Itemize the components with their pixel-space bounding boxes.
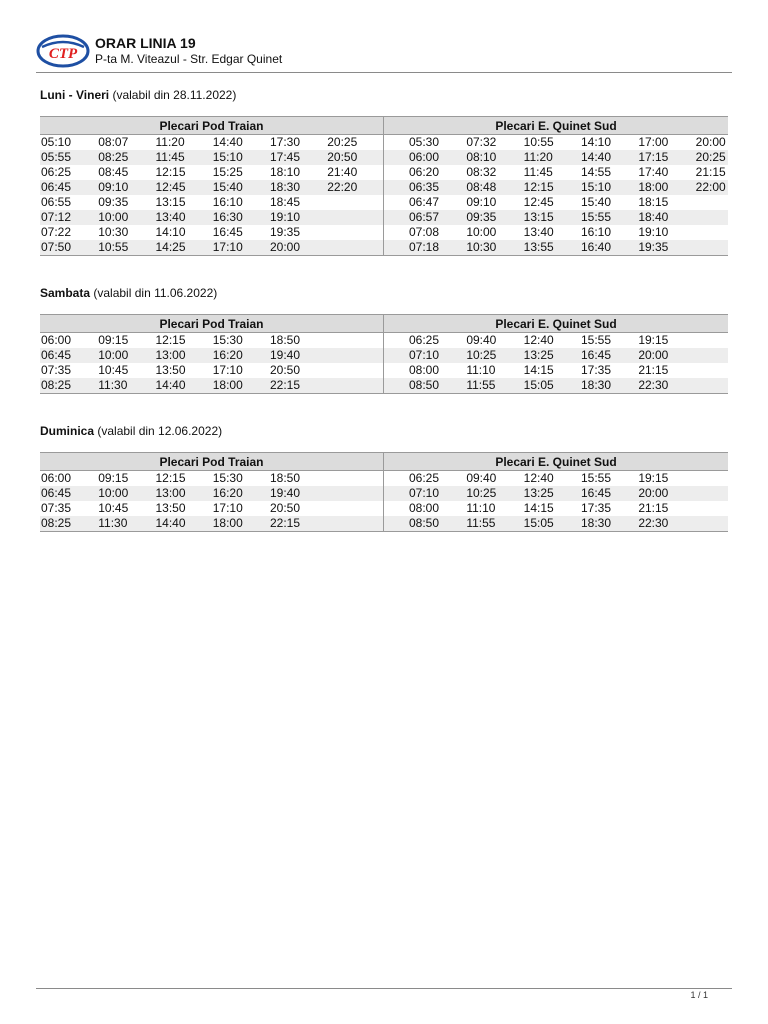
table-row xyxy=(40,516,384,532)
departure-time-cell: 06:45 xyxy=(40,180,97,195)
departure-time-cell: 13:25 xyxy=(499,348,556,363)
departure-time-cell: 13:40 xyxy=(523,225,554,239)
departure-time-cell: 18:30 xyxy=(556,378,613,394)
departure-time-cell xyxy=(326,333,383,349)
departure-time-cell: 21:15 xyxy=(695,165,726,179)
departure-time-cell xyxy=(326,210,383,225)
departure-time-cell: 18:00 xyxy=(212,516,269,532)
departure-time-cell: 07:35 xyxy=(41,501,72,515)
table-row xyxy=(384,135,728,151)
departure-time-cell: 11:55 xyxy=(441,378,498,394)
table-row xyxy=(40,378,384,394)
departure-time-cell: 14:15 xyxy=(523,501,554,515)
departure-time-cell: 06:55 xyxy=(41,195,72,209)
departure-time-cell: 09:10 xyxy=(466,195,497,209)
departure-time-cell: 18:30 xyxy=(556,516,613,532)
departure-time-cell: 22:15 xyxy=(269,378,326,394)
departure-time-cell: 06:00 xyxy=(384,150,441,165)
departure-time-cell: 14:40 xyxy=(212,135,243,149)
departure-time-cell: 08:48 xyxy=(441,180,498,195)
table-row xyxy=(384,165,728,180)
table-row xyxy=(384,501,728,516)
departure-time-cell xyxy=(671,225,728,240)
departure-time-cell: 14:10 xyxy=(580,135,612,149)
departure-time-cell xyxy=(671,240,728,256)
departure-time-cell: 07:18 xyxy=(384,240,441,256)
departure-time-cell: 20:00 xyxy=(269,240,326,256)
departure-time-cell: 06:00 xyxy=(41,333,72,347)
departure-time-cell: 11:45 xyxy=(523,165,553,179)
table-row xyxy=(384,348,728,363)
departure-time-cell: 09:15 xyxy=(98,471,129,485)
departure-time-cell: 17:15 xyxy=(613,150,670,165)
departure-time-cell xyxy=(671,348,728,363)
table-row xyxy=(40,501,384,516)
departure-time-cell: 22:00 xyxy=(671,180,728,195)
departure-time-cell: 14:10 xyxy=(155,225,186,239)
departure-time-cell: 15:10 xyxy=(556,180,613,195)
departure-time-cell: 18:50 xyxy=(270,333,301,347)
header-divider xyxy=(36,72,732,73)
departure-time-cell: 12:45 xyxy=(155,180,212,195)
departure-time-cell: 21:15 xyxy=(638,363,669,377)
departure-time-cell: 17:30 xyxy=(270,135,301,149)
departure-time-cell: 15:55 xyxy=(580,333,612,347)
departure-time-cell: 07:32 xyxy=(466,135,497,149)
departure-time-cell: 15:30 xyxy=(212,471,243,485)
departure-time-cell: 13:15 xyxy=(499,210,556,225)
departure-time-cell: 08:45 xyxy=(98,165,129,179)
departure-time-cell: 08:00 xyxy=(409,363,440,377)
departure-time-cell: 13:40 xyxy=(155,210,212,225)
table-row xyxy=(40,333,384,349)
departure-time-cell xyxy=(671,333,728,349)
departure-time-cell: 15:25 xyxy=(212,165,243,179)
departure-time-cell: 14:40 xyxy=(155,516,212,532)
departure-time-cell: 14:25 xyxy=(155,240,212,256)
departure-time-cell: 07:22 xyxy=(41,225,72,239)
departure-time-cell: 05:30 xyxy=(409,135,440,149)
departure-time-cell: 10:55 xyxy=(523,135,554,149)
departure-time-cell: 07:50 xyxy=(40,240,97,256)
departure-time-cell xyxy=(671,501,728,516)
departure-time-cell: 06:25 xyxy=(409,333,440,347)
ctp-logo xyxy=(36,33,90,69)
departure-time-cell: 10:25 xyxy=(441,348,498,363)
departure-time-cell: 06:45 xyxy=(40,348,97,363)
departure-time-cell: 20:00 xyxy=(613,486,670,501)
section-validity: (valabil din 12.06.2022) xyxy=(97,424,223,438)
departure-time-cell: 14:15 xyxy=(523,363,554,377)
departure-time-cell: 10:25 xyxy=(441,486,498,501)
departures-pod-traian-table xyxy=(40,314,384,394)
departure-time-cell: 17:00 xyxy=(638,135,669,149)
departure-time-cell: 19:40 xyxy=(269,348,326,363)
departure-time-cell: 19:10 xyxy=(269,210,326,225)
departure-time-cell: 13:50 xyxy=(155,501,186,515)
departure-time-cell: 10:30 xyxy=(98,225,129,239)
table-header: Plecari Pod Traian xyxy=(40,117,384,135)
table-row xyxy=(384,486,728,501)
table-row xyxy=(40,195,384,210)
departure-time-cell: 09:40 xyxy=(466,471,497,485)
departure-time-cell xyxy=(326,471,383,487)
departure-time-cell: 11:55 xyxy=(441,516,498,532)
departure-time-cell xyxy=(671,363,728,378)
table-row xyxy=(384,378,728,394)
departure-time-cell: 13:25 xyxy=(499,486,556,501)
departure-time-cell: 19:15 xyxy=(638,471,669,485)
footer-divider xyxy=(36,988,732,989)
page-title: ORAR LINIA 19 xyxy=(95,35,196,51)
table-row xyxy=(384,180,728,195)
section-validity: (valabil din 11.06.2022) xyxy=(93,286,218,300)
departure-time-cell: 16:40 xyxy=(556,240,613,256)
departure-time-cell: 16:30 xyxy=(212,210,269,225)
table-row xyxy=(40,348,384,363)
departure-time-cell: 20:50 xyxy=(270,363,301,377)
departure-time-cell: 11:10 xyxy=(466,363,496,377)
departures-quinet-sud-table xyxy=(384,116,728,256)
departure-time-cell: 06:20 xyxy=(409,165,440,179)
departure-time-cell: 07:10 xyxy=(384,486,441,501)
departure-time-cell: 12:45 xyxy=(523,195,554,209)
departure-time-cell: 05:55 xyxy=(40,150,97,165)
table-row xyxy=(384,333,728,349)
departure-time-cell: 15:55 xyxy=(580,471,612,485)
departure-time-cell xyxy=(326,240,383,256)
departure-time-cell: 06:47 xyxy=(409,195,440,209)
departure-time-cell: 18:15 xyxy=(638,195,669,209)
table-row xyxy=(40,150,384,165)
departure-time-cell: 17:35 xyxy=(580,501,612,515)
departure-time-cell: 08:07 xyxy=(98,135,129,149)
departure-time-cell xyxy=(326,225,383,240)
departure-time-cell: 08:00 xyxy=(409,501,440,515)
departure-time-cell xyxy=(671,471,728,487)
departure-time-cell: 19:35 xyxy=(613,240,670,256)
departure-time-cell: 08:50 xyxy=(384,378,441,394)
departure-time-cell: 20:25 xyxy=(671,150,728,165)
departure-time-cell xyxy=(326,501,383,516)
departure-time-cell: 13:50 xyxy=(155,363,186,377)
route-subtitle: P-ta M. Viteazul - Str. Edgar Quinet xyxy=(95,52,283,66)
table-header: Plecari Pod Traian xyxy=(40,315,384,333)
departure-time-cell: 22:30 xyxy=(613,516,670,532)
departure-time-cell: 18:10 xyxy=(270,165,301,179)
departure-time-cell: 18:00 xyxy=(212,378,269,394)
departure-time-cell: 10:45 xyxy=(98,501,129,515)
table-header: Plecari E. Quinet Sud xyxy=(384,453,728,471)
departure-time-cell: 12:15 xyxy=(155,165,186,179)
departure-time-cell: 20:00 xyxy=(613,348,670,363)
departure-time-cell: 09:40 xyxy=(466,333,497,347)
departure-time-cell: 10:55 xyxy=(97,240,154,256)
table-row xyxy=(384,150,728,165)
departure-time-cell: 16:45 xyxy=(556,486,613,501)
departure-time-cell: 07:35 xyxy=(41,363,72,377)
departure-time-cell: 10:30 xyxy=(441,240,498,256)
departure-time-cell: 11:30 xyxy=(97,516,154,532)
departure-time-cell: 17:10 xyxy=(212,363,243,377)
departures-pod-traian-table xyxy=(40,452,384,532)
departure-time-cell xyxy=(326,363,383,378)
section-day: Sambata xyxy=(40,286,91,300)
table-row xyxy=(384,471,728,487)
table-row xyxy=(40,363,384,378)
departure-time-cell: 15:40 xyxy=(580,195,612,209)
departure-time-cell: 12:40 xyxy=(523,471,554,485)
departure-time-cell: 14:55 xyxy=(580,165,612,179)
departure-time-cell xyxy=(671,195,728,210)
departure-time-cell: 17:10 xyxy=(212,501,243,515)
table-row xyxy=(40,165,384,180)
departure-time-cell: 05:10 xyxy=(41,135,72,149)
departure-time-cell: 10:00 xyxy=(97,348,154,363)
departure-time-cell: 08:25 xyxy=(97,150,154,165)
departure-time-cell: 11:20 xyxy=(155,135,185,149)
departure-time-cell: 08:25 xyxy=(40,516,97,532)
table-row xyxy=(384,195,728,210)
departure-time-cell: 20:50 xyxy=(270,501,301,515)
departure-time-cell: 19:40 xyxy=(269,486,326,501)
departure-time-cell: 22:20 xyxy=(326,180,383,195)
departure-time-cell: 07:12 xyxy=(40,210,97,225)
departure-time-cell: 18:30 xyxy=(269,180,326,195)
departure-time-cell: 17:35 xyxy=(580,363,612,377)
departure-time-cell xyxy=(671,210,728,225)
departure-time-cell: 17:45 xyxy=(269,150,326,165)
departure-time-cell: 20:25 xyxy=(327,135,358,149)
departure-time-cell: 14:40 xyxy=(556,150,613,165)
table-row xyxy=(40,471,384,487)
table-row xyxy=(40,240,384,256)
departure-time-cell: 16:45 xyxy=(556,348,613,363)
departure-time-cell: 16:20 xyxy=(212,348,269,363)
departure-time-cell: 21:40 xyxy=(327,165,358,179)
departure-time-cell: 13:55 xyxy=(499,240,556,256)
page-number: 1 / 1 xyxy=(690,990,708,1000)
document-header xyxy=(36,30,732,72)
departure-time-cell: 20:50 xyxy=(326,150,383,165)
departure-time-cell: 11:20 xyxy=(499,150,556,165)
departure-time-cell: 19:10 xyxy=(638,225,669,239)
departure-time-cell: 12:15 xyxy=(155,471,186,485)
departure-time-cell: 11:10 xyxy=(466,501,496,515)
section-title xyxy=(40,286,728,302)
section-title xyxy=(40,88,728,104)
departure-time-cell: 10:45 xyxy=(98,363,129,377)
departure-time-cell: 15:30 xyxy=(212,333,243,347)
departure-time-cell: 16:10 xyxy=(212,195,243,209)
departure-time-cell: 13:15 xyxy=(155,195,186,209)
departure-time-cell xyxy=(671,516,728,532)
departure-time-cell: 15:40 xyxy=(212,180,269,195)
departure-time-cell: 19:35 xyxy=(270,225,301,239)
departure-time-cell: 10:00 xyxy=(97,486,154,501)
departure-time-cell: 08:32 xyxy=(466,165,497,179)
departure-time-cell: 15:05 xyxy=(499,516,556,532)
departure-time-cell: 21:15 xyxy=(638,501,669,515)
table-row xyxy=(384,240,728,256)
departure-time-cell: 11:30 xyxy=(97,378,154,394)
departure-time-cell: 09:35 xyxy=(98,195,129,209)
departure-time-cell xyxy=(671,378,728,394)
departure-time-cell: 06:45 xyxy=(40,486,97,501)
departure-time-cell: 13:00 xyxy=(155,486,212,501)
table-header: Plecari E. Quinet Sud xyxy=(384,117,728,135)
departure-time-cell: 09:10 xyxy=(97,180,154,195)
departure-time-cell: 07:10 xyxy=(384,348,441,363)
departures-quinet-sud-table xyxy=(384,452,728,532)
logo-text: CTP xyxy=(48,46,78,62)
departure-time-cell: 18:00 xyxy=(613,180,670,195)
departure-time-cell: 18:45 xyxy=(270,195,301,209)
table-header: Plecari Pod Traian xyxy=(40,453,384,471)
departure-time-cell: 06:25 xyxy=(41,165,72,179)
departures-pod-traian-table xyxy=(40,116,384,256)
departure-time-cell: 06:25 xyxy=(409,471,440,485)
table-row xyxy=(40,135,384,151)
departure-time-cell: 16:45 xyxy=(212,225,243,239)
section-day: Luni - Vineri xyxy=(40,88,110,102)
departure-time-cell: 15:10 xyxy=(212,150,269,165)
departure-time-cell: 06:35 xyxy=(384,180,441,195)
departure-time-cell: 15:55 xyxy=(556,210,613,225)
table-row xyxy=(40,210,384,225)
departure-time-cell: 07:08 xyxy=(409,225,440,239)
departure-time-cell xyxy=(326,195,383,210)
schedule-section-sunday xyxy=(40,424,728,530)
departure-time-cell: 22:30 xyxy=(613,378,670,394)
table-row xyxy=(40,180,384,195)
section-day: Duminica xyxy=(40,424,95,438)
section-title xyxy=(40,424,728,440)
schedule-section-weekdays xyxy=(40,88,728,254)
departure-time-cell: 10:00 xyxy=(466,225,497,239)
departure-time-cell: 17:40 xyxy=(638,165,669,179)
departure-time-cell: 13:00 xyxy=(155,348,212,363)
departure-time-cell: 12:15 xyxy=(499,180,556,195)
departure-time-cell: 09:35 xyxy=(441,210,498,225)
table-row xyxy=(384,516,728,532)
departure-time-cell xyxy=(326,486,383,501)
departure-time-cell: 08:25 xyxy=(40,378,97,394)
departure-time-cell: 19:15 xyxy=(638,333,669,347)
departure-time-cell: 08:10 xyxy=(441,150,498,165)
departure-time-cell: 22:15 xyxy=(269,516,326,532)
departure-time-cell: 17:10 xyxy=(212,240,269,256)
table-row xyxy=(384,210,728,225)
schedule-section-saturday xyxy=(40,286,728,392)
departure-time-cell: 16:10 xyxy=(580,225,612,239)
departure-time-cell: 10:00 xyxy=(97,210,154,225)
departure-time-cell xyxy=(326,378,383,394)
departure-time-cell: 18:50 xyxy=(270,471,301,485)
table-row xyxy=(384,363,728,378)
departure-time-cell: 16:20 xyxy=(212,486,269,501)
table-header: Plecari E. Quinet Sud xyxy=(384,315,728,333)
section-validity: (valabil din 28.11.2022) xyxy=(112,88,237,102)
departure-time-cell: 11:45 xyxy=(155,150,212,165)
table-row xyxy=(40,486,384,501)
departure-time-cell: 08:50 xyxy=(384,516,441,532)
departure-time-cell xyxy=(326,348,383,363)
departure-time-cell: 06:57 xyxy=(384,210,441,225)
departure-time-cell: 09:15 xyxy=(98,333,129,347)
departure-time-cell xyxy=(671,486,728,501)
table-row xyxy=(384,225,728,240)
departure-time-cell: 06:00 xyxy=(41,471,72,485)
departure-time-cell: 12:40 xyxy=(523,333,554,347)
departures-quinet-sud-table xyxy=(384,314,728,394)
departure-time-cell: 14:40 xyxy=(155,378,212,394)
table-row xyxy=(40,225,384,240)
departure-time-cell: 18:40 xyxy=(613,210,670,225)
departure-time-cell: 12:15 xyxy=(155,333,186,347)
departure-time-cell: 20:00 xyxy=(695,135,726,149)
departure-time-cell: 15:05 xyxy=(499,378,556,394)
departure-time-cell xyxy=(326,516,383,532)
